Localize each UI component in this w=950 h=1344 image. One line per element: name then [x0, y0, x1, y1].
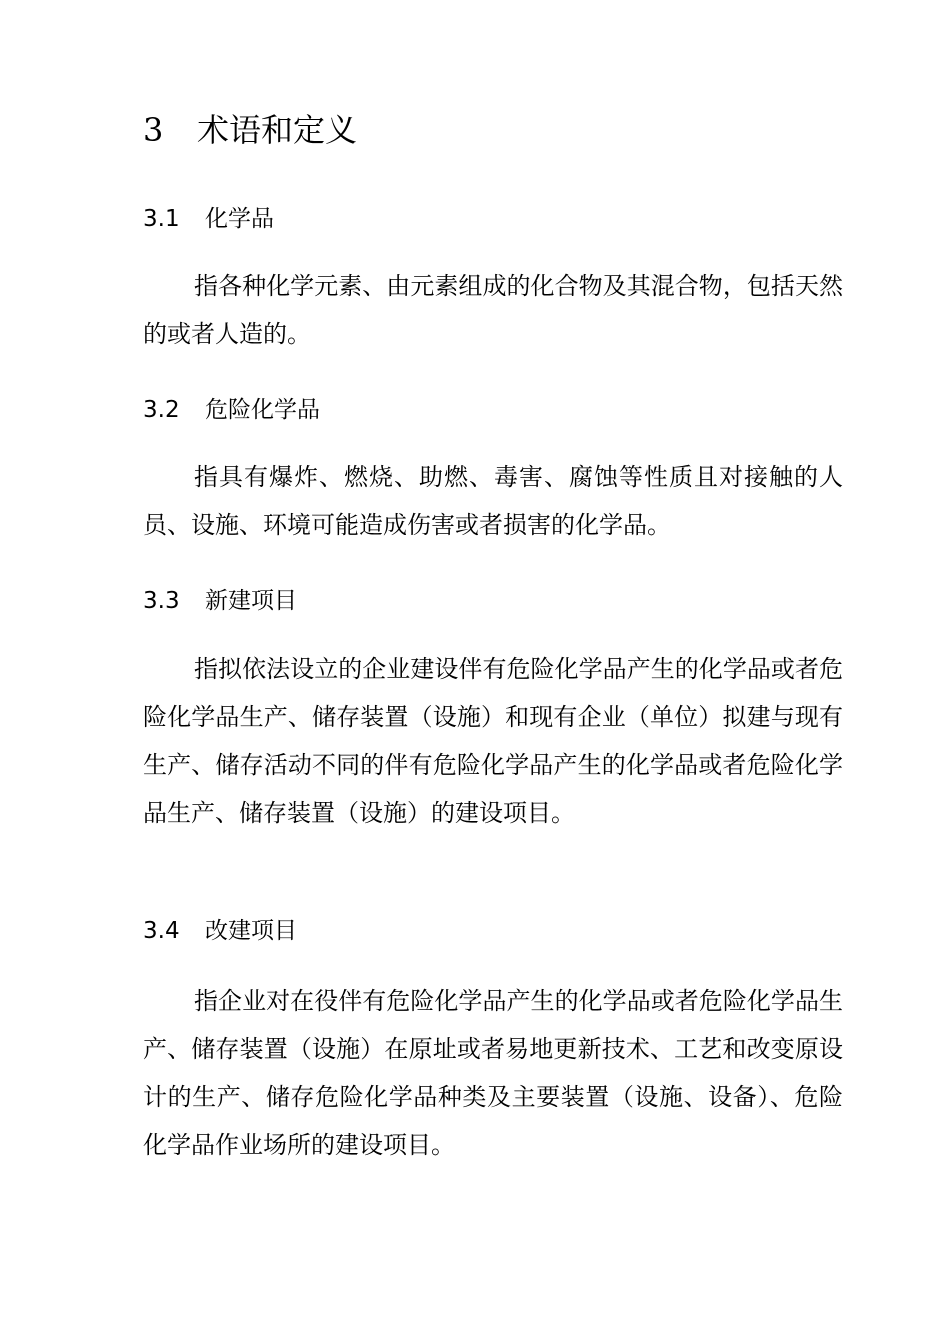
section-title: 新建项目: [205, 588, 297, 614]
chapter-number: 3: [143, 111, 164, 149]
section-number: 3.1: [143, 206, 180, 232]
section-number: 3.2: [143, 397, 180, 423]
section-heading-3-3: [143, 585, 297, 617]
section-number: 3.4: [143, 918, 180, 944]
section-body-3-2: 指具有爆炸、燃烧、助燃、毒害、腐蚀等性质且对接触的人员、设施、环境可能造成伤害或者损害的化学品。: [143, 463, 843, 539]
section-number: 3.3: [143, 588, 180, 614]
section-title: 危险化学品: [205, 397, 320, 423]
section-body-3-3: 指拟依法设立的企业建设伴有危险化学品产生的化学品或者危险化学品生产、储存装置（设施）和现有企业（单位）拟建与现有生产、储存活动不同的伴有危险化学品产生的化学品或者危险化学品生产、储存装置（设施）的建设项目。: [143, 655, 843, 827]
section-heading-3-1: [143, 203, 274, 235]
chapter-title: [143, 108, 357, 152]
section-heading-3-4: [143, 915, 297, 947]
section-body-3-1: 指各种化学元素、由元素组成的化合物及其混合物，包括天然的或者人造的。: [143, 272, 843, 348]
section-body-3-4: 指企业对在役伴有危险化学品产生的化学品或者危险化学品生产、储存装置（设施）在原址或者易地更新技术、工艺和改变原设计的生产、储存危险化学品种类及主要装置（设施、设备）、危险化学品作业场所的建设项目。: [143, 987, 843, 1159]
chapter-title-text: 术语和定义: [197, 111, 358, 149]
section-title: 改建项目: [205, 918, 297, 944]
section-heading-3-2: [143, 394, 320, 426]
section-title: 化学品: [205, 206, 274, 232]
